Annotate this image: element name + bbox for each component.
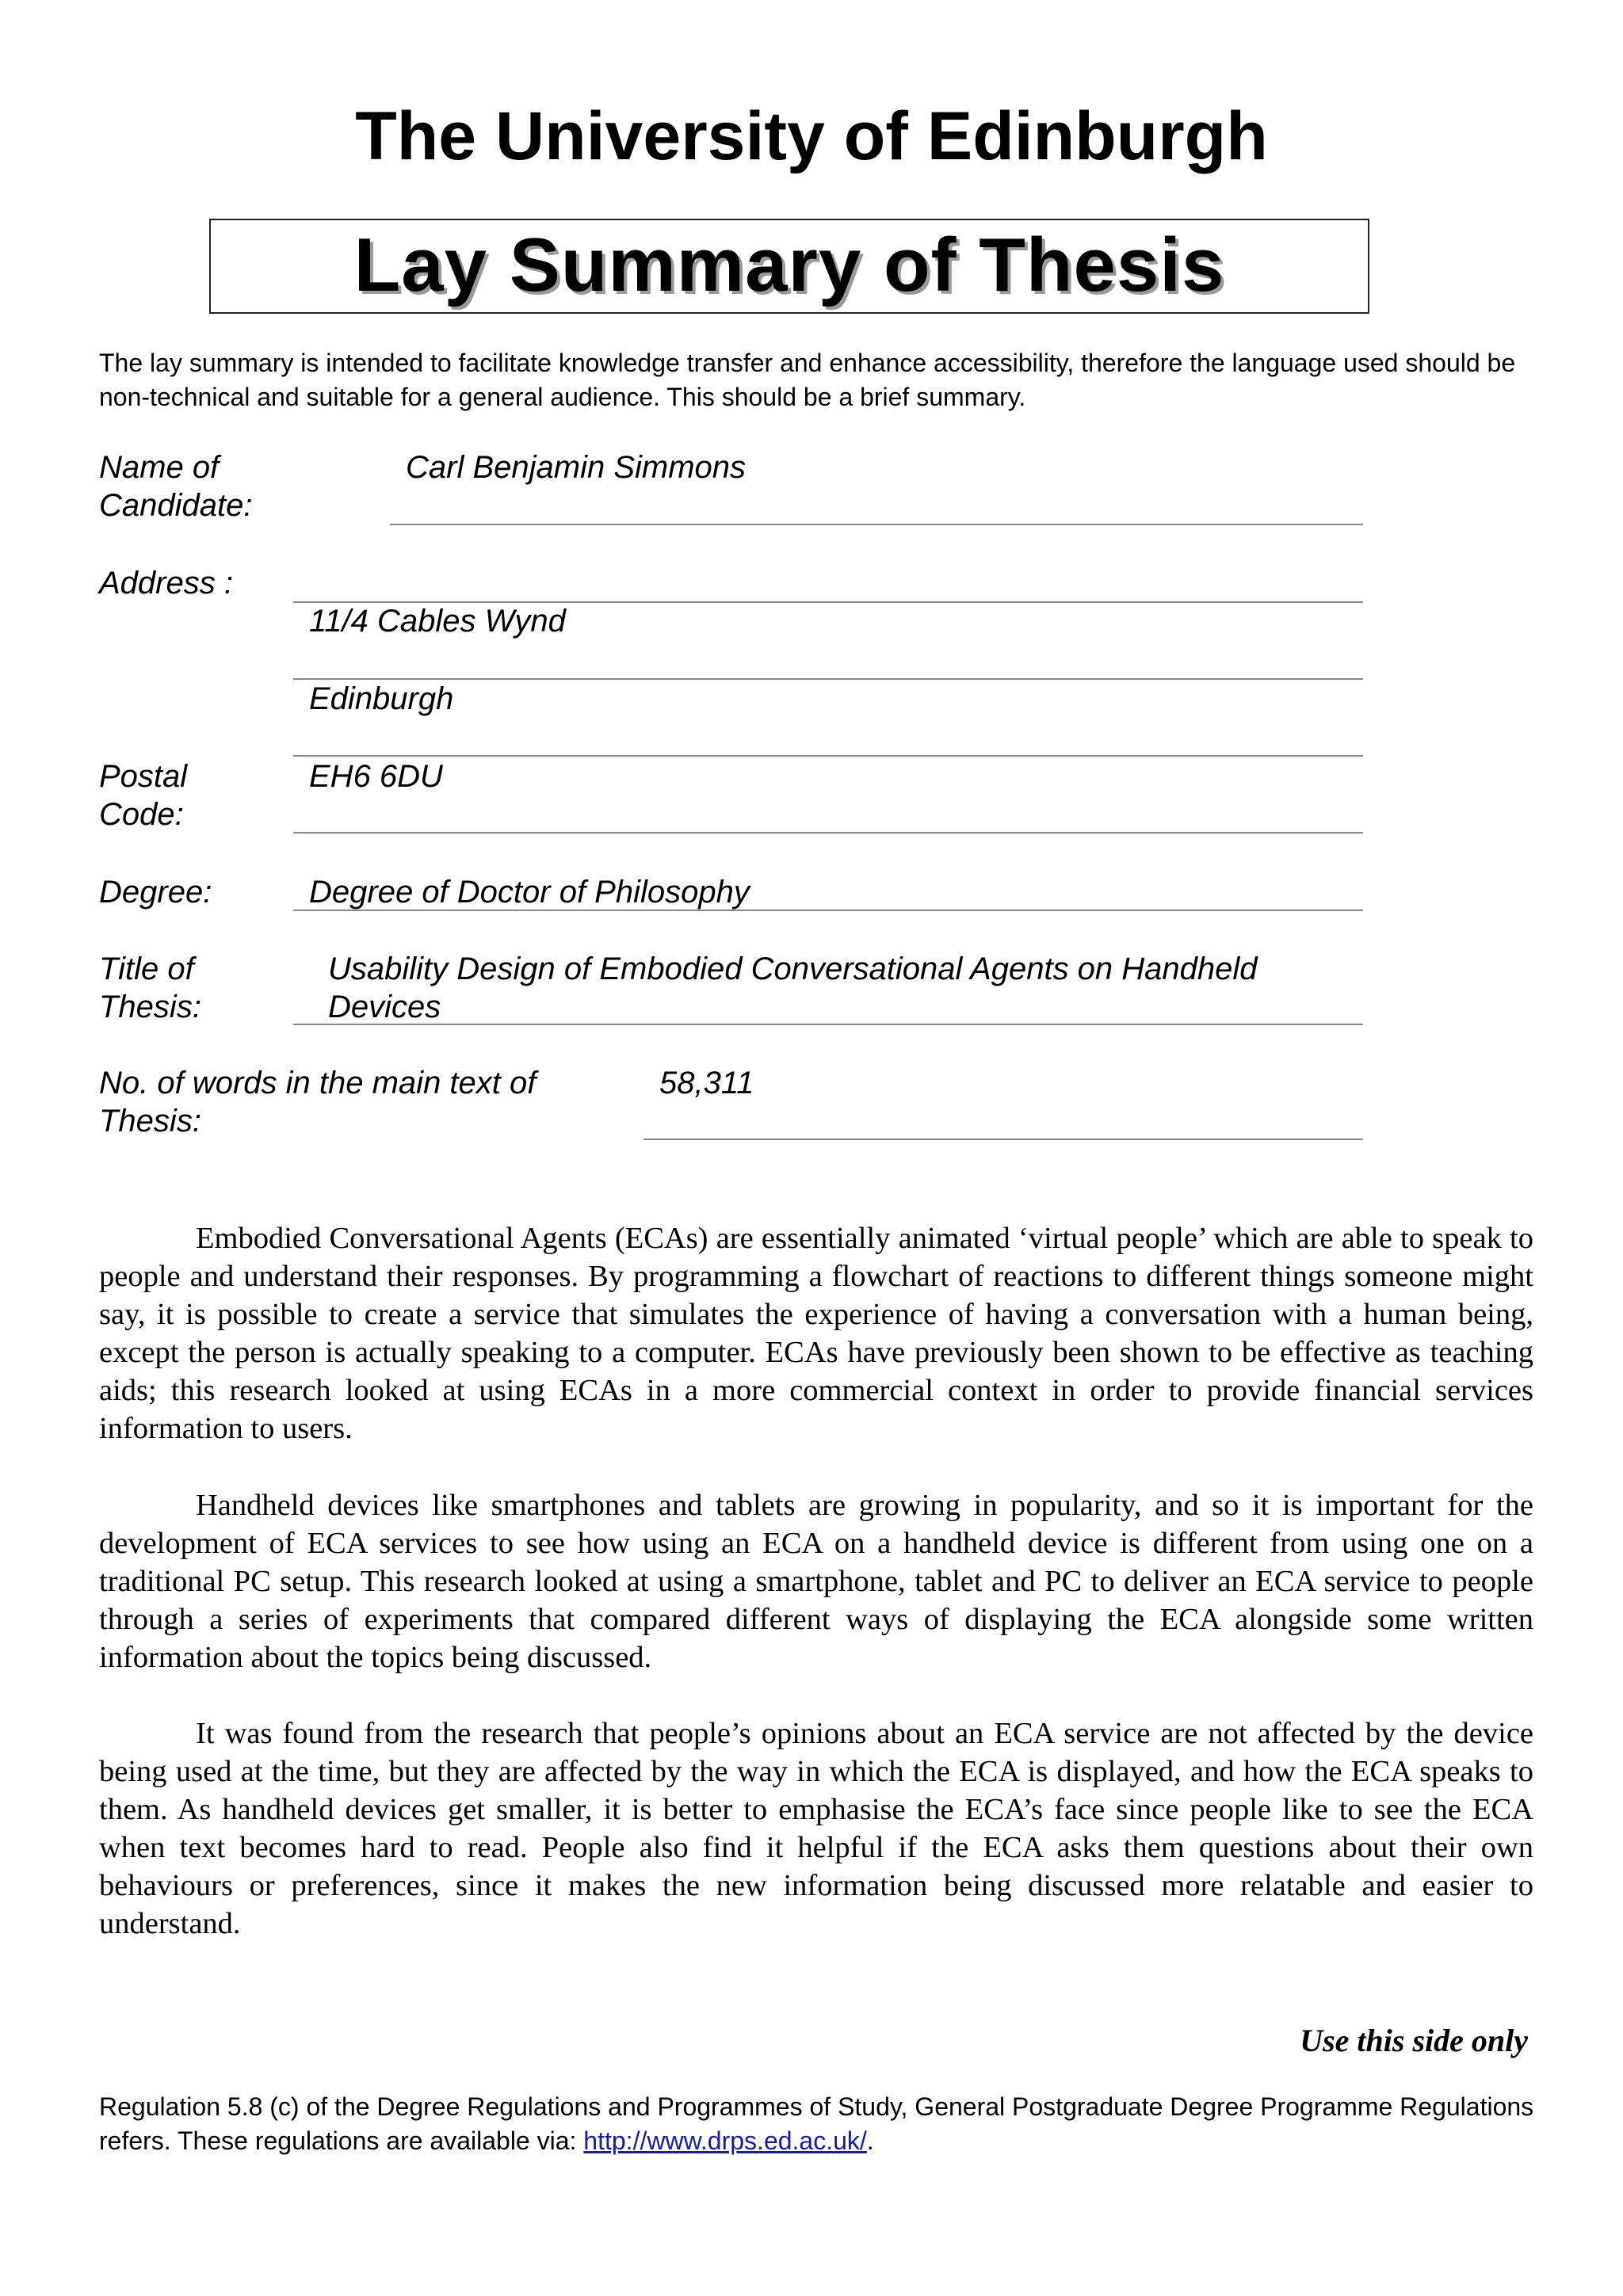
words-label-line1: No. of words in the main text of — [99, 1066, 537, 1100]
address-line2: Edinburgh — [309, 681, 454, 716]
thesis-value — [328, 950, 1258, 1026]
degree-value: Degree of Doctor of Philosophy — [309, 875, 750, 910]
regulation-end: . — [866, 2126, 874, 2155]
postal-label-line2: Code: — [99, 797, 184, 832]
summary-paragraph-2: Handheld devices like smartphones and tablets are growing in popularity, and so it is important for the development of ECA services to see how using an ECA on a handheld device is different from using one on a traditional PC setup. This research looked at using a smartphone, tablet and PC to deliver an ECA service to people through a series of experiments that compared different ways of displaying the ECA alongside some written information about the topics being discussed. — [99, 1489, 1533, 1674]
name-value: Carl Benjamin Simmons — [406, 450, 747, 485]
thesis-label-line2: Thesis: — [99, 990, 201, 1024]
thesis-value-line2: Devices — [328, 990, 441, 1024]
words-label — [99, 1064, 536, 1140]
thesis-underline — [293, 1024, 1363, 1025]
words-label-line2: Thesis: — [99, 1104, 201, 1138]
summary-paragraph-3: It was found from the research that people’s opinions about an ECA service are not affected by the device being used at the time, but they are affected by the way in which the ECA is displayed, and how the ECA speaks to them. As handheld devices get smaller, it is better to emphasise the ECA’s face since people like to see the ECA when text becomes hard to read. People also find it helpful if the ECA asks them questions about their own behaviours or preferences, since it makes the new information being discussed more relatable and easier to understand. — [99, 1717, 1533, 1940]
address-underline-3 — [293, 755, 1363, 757]
page-title: Lay Summary of Thesis — [353, 223, 1225, 307]
intro-text: The lay summary is intended to facilitate knowledge transfer and enhance accessibility, therefore the language used should be non-technical and suitable for a general audience. This should be a brief summary. — [99, 349, 1516, 411]
university-name: The University of Edinburgh — [355, 98, 1268, 174]
thesis-value-line1: Usability Design of Embodied Conversational Agents on Handheld — [328, 952, 1258, 986]
thesis-label — [99, 950, 201, 1026]
name-label — [99, 448, 252, 524]
degree-underline — [293, 910, 1363, 911]
postal-label-line1: Postal — [99, 759, 188, 794]
degree-label: Degree: — [99, 875, 212, 910]
words-underline — [643, 1138, 1363, 1140]
drps-link[interactable]: http://www.drps.ed.ac.uk/ — [583, 2126, 867, 2155]
summary-paragraph-1: Embodied Conversational Agents (ECAs) are essentially animated ‘virtual people’ which are able to speak to people and understand their responses. By programming a flowchart of reactions to different things someone might say, it is possible to create a service that simulates the experience of having a conversation with a human being, except the person is actually speaking to a computer. ECAs have previously been shown to be effective as teaching aids; this research looked at using ECAs in a more commercial context in order to provide financial services information to users. — [99, 1222, 1533, 1445]
words-value: 58,311 — [659, 1066, 754, 1100]
use-side-note: Use this side only — [1300, 2023, 1528, 2058]
postal-underline — [293, 832, 1363, 833]
address-line1: 11/4 Cables Wynd — [309, 604, 566, 639]
regulation-text: Regulation 5.8 (c) of the Degree Regulations and Programmes of Study, General Postgraduate Degree Programme Regulations refers. These regulations are available via: — [99, 2092, 1534, 2155]
postal-value: EH6 6DU — [309, 759, 443, 794]
name-label-line2: Candidate: — [99, 488, 253, 523]
name-label-line1: Name of — [99, 450, 220, 485]
address-underline-2 — [293, 678, 1363, 680]
postal-label — [99, 757, 187, 833]
address-label: Address : — [99, 566, 233, 601]
name-underline — [390, 524, 1363, 525]
thesis-label-line1: Title of — [99, 952, 194, 986]
regulation-note — [99, 2090, 1549, 2158]
